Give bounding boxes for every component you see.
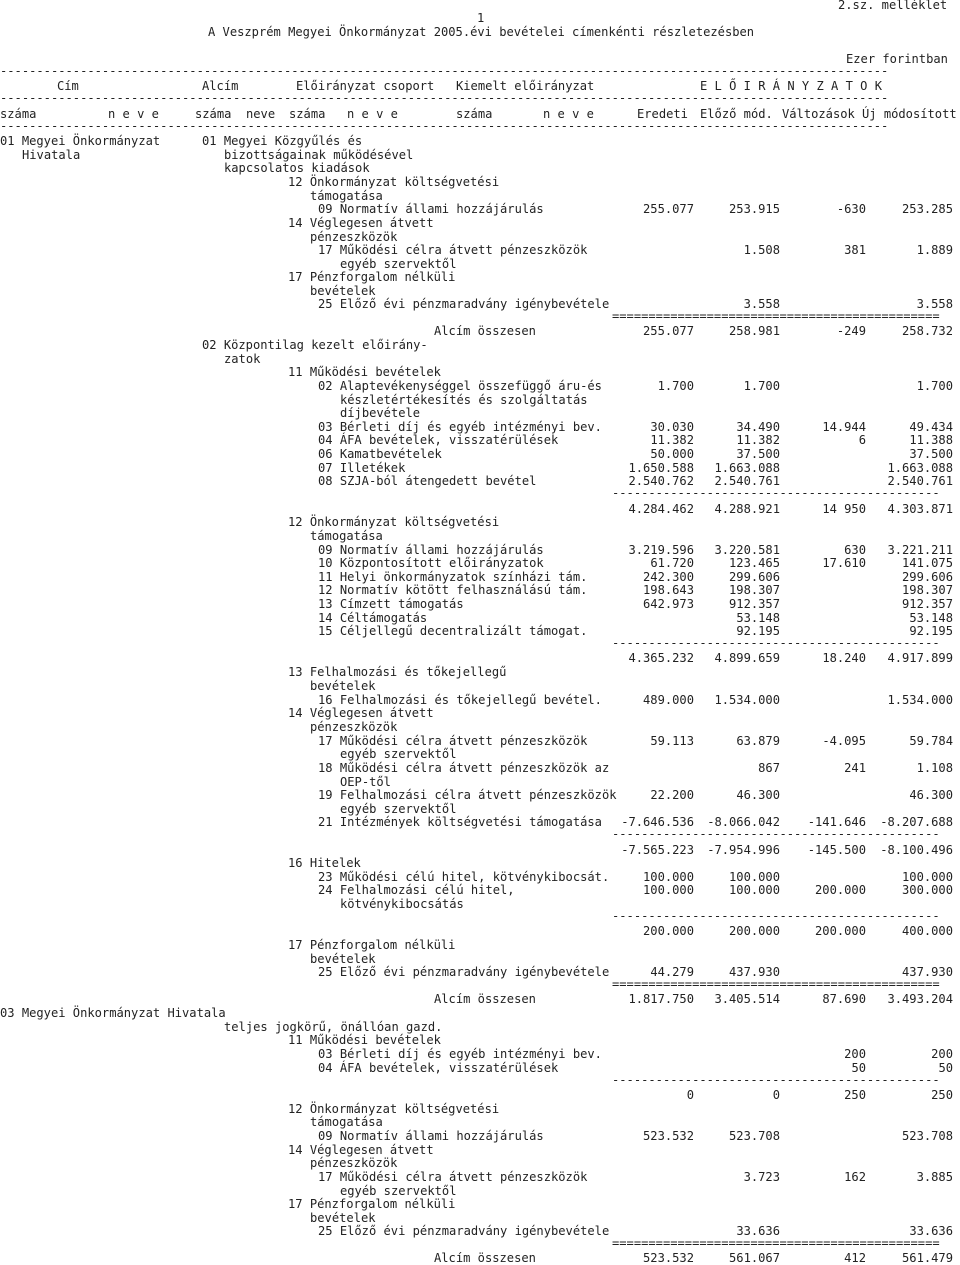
row-label xyxy=(0,134,960,148)
row-text: 03 Megyei Önkormányzat Hivatala xyxy=(0,1006,226,1020)
row-label xyxy=(0,284,960,298)
table-row xyxy=(0,611,960,625)
value-uj-modositott: 3.221.211 xyxy=(887,543,953,557)
value-elozo-mod: 11.382 xyxy=(736,433,780,447)
row-label xyxy=(0,148,960,162)
col-elozo-mod: Előző mód. xyxy=(700,107,773,121)
value-uj-modositott: 198.307 xyxy=(902,583,953,597)
value-elozo-mod: 53.148 xyxy=(736,611,780,625)
value-valtozas: -141.646 xyxy=(807,815,866,829)
value-uj-modositott: 3.558 xyxy=(916,297,953,311)
value-elozo-mod: 912.357 xyxy=(729,597,780,611)
value-uj-modositott: 299.606 xyxy=(902,570,953,584)
row-text: Alcím összesen xyxy=(434,1251,536,1265)
row-text: 13 Címzett támogatás xyxy=(318,597,464,611)
total-double-rule: ============================================= xyxy=(612,309,940,323)
row-text: 14 Véglegesen átvett xyxy=(288,216,434,230)
row-label xyxy=(0,1102,960,1116)
value-uj-modositott: 33.636 xyxy=(909,1224,953,1238)
row-label xyxy=(0,175,960,189)
row-text: 17 Pénzforgalom nélküli xyxy=(288,938,456,952)
value-eredeti: 59.113 xyxy=(650,734,694,748)
value-uj-modositott: 250 xyxy=(931,1088,953,1102)
col-eloiranyzat-csoport: Előirányzat csoport xyxy=(296,79,435,93)
value-valtozas: -145.500 xyxy=(807,843,866,857)
row-label xyxy=(0,1184,960,1198)
row-label xyxy=(0,365,960,379)
table-row xyxy=(0,570,960,584)
row-text: 23 Működési célú hitel, kötvénykibocsát. xyxy=(318,870,610,884)
value-valtozas: -630 xyxy=(836,202,866,216)
row-text: 18 Működési célra átvett pénzeszközök az xyxy=(318,761,610,775)
value-valtozas: 6 xyxy=(858,433,866,447)
top-rule: -------------------------------------------------------------------------------------------------------------------------- xyxy=(0,64,889,78)
value-eredeti: 200.000 xyxy=(643,924,694,938)
row-label xyxy=(0,952,960,966)
value-valtozas: 250 xyxy=(844,1088,866,1102)
value-eredeti: 30.030 xyxy=(650,420,694,434)
table-row xyxy=(0,870,960,884)
col-kiemelt-neve: n e v e xyxy=(543,107,594,121)
row-text: 14 Véglegesen átvett xyxy=(288,706,434,720)
row-text: 14 Véglegesen átvett xyxy=(288,1143,434,1157)
row-label xyxy=(0,1115,960,1129)
row-text: 10 Központosított előirányzatok xyxy=(318,556,544,570)
value-eredeti: 1.650.588 xyxy=(628,461,694,475)
value-elozo-mod: 3.558 xyxy=(743,297,780,311)
table-row xyxy=(0,734,960,748)
value-eredeti: 0 xyxy=(686,1088,694,1102)
value-valtozas: 14 950 xyxy=(822,502,866,516)
value-uj-modositott: 37.500 xyxy=(909,447,953,461)
unit-label: Ezer forintban xyxy=(846,52,948,66)
table-row xyxy=(0,461,960,475)
row-text: támogatása xyxy=(310,1115,383,1129)
value-valtozas: 162 xyxy=(844,1170,866,1184)
value-uj-modositott: 1.889 xyxy=(916,243,953,257)
row-label xyxy=(0,1197,960,1211)
col-cim-neve: n e v e xyxy=(108,107,159,121)
value-uj-modositott: 258.732 xyxy=(902,324,953,338)
value-elozo-mod: 299.606 xyxy=(729,570,780,584)
value-uj-modositott: 1.534.000 xyxy=(887,693,953,707)
value-valtozas: 241 xyxy=(844,761,866,775)
row-label xyxy=(0,1033,960,1047)
value-elozo-mod: 3.220.581 xyxy=(714,543,780,557)
value-uj-modositott: 3.885 xyxy=(916,1170,953,1184)
value-valtozas: -249 xyxy=(836,324,866,338)
value-uj-modositott: 1.108 xyxy=(916,761,953,775)
value-elozo-mod: 867 xyxy=(758,761,780,775)
table-row xyxy=(0,651,960,665)
value-valtozas: 200 xyxy=(844,1047,866,1061)
row-label xyxy=(0,1006,960,1020)
table-row xyxy=(0,502,960,516)
row-text: Alcím összesen xyxy=(434,324,536,338)
value-uj-modositott: 53.148 xyxy=(909,611,953,625)
value-uj-modositott: 141.075 xyxy=(902,556,953,570)
value-uj-modositott: 50 xyxy=(938,1061,953,1075)
row-text: 17 Működési célra átvett pénzeszközök xyxy=(318,1170,588,1184)
row-text: 04 ÁFA bevételek, visszatérülések xyxy=(318,1061,559,1075)
value-elozo-mod: 92.195 xyxy=(736,624,780,638)
row-label xyxy=(0,1143,960,1157)
row-text: bizottságainak működésével xyxy=(224,148,414,162)
subtotal-rule: --------------------------------------------- xyxy=(612,827,940,841)
row-label xyxy=(0,515,960,529)
row-text: pénzeszközök xyxy=(310,230,398,244)
value-elozo-mod: 33.636 xyxy=(736,1224,780,1238)
col-alcim: Alcím xyxy=(202,79,239,93)
row-text: OEP-től xyxy=(340,775,391,789)
row-text: kötvénykibocsátás xyxy=(340,897,464,911)
value-eredeti: 523.532 xyxy=(643,1251,694,1265)
row-label xyxy=(0,1156,960,1170)
value-eredeti: 255.077 xyxy=(643,324,694,338)
annex-label: 2.sz. melléklet xyxy=(838,0,948,12)
value-elozo-mod: 2.540.761 xyxy=(714,474,780,488)
row-text: támogatása xyxy=(310,189,383,203)
value-eredeti: 11.382 xyxy=(650,433,694,447)
row-text: Hivatala xyxy=(22,148,81,162)
value-elozo-mod: 1.534.000 xyxy=(714,693,780,707)
col-kiemelt-eloiranyzat: Kiemelt előirányzat xyxy=(456,79,595,93)
row-label xyxy=(0,1020,960,1034)
value-elozo-mod: 253.915 xyxy=(729,202,780,216)
value-elozo-mod: 34.490 xyxy=(736,420,780,434)
value-eredeti: 2.540.762 xyxy=(628,474,694,488)
value-eredeti: 198.643 xyxy=(643,583,694,597)
row-label xyxy=(0,406,960,420)
subtotal-rule: --------------------------------------------- xyxy=(612,909,940,923)
row-label xyxy=(0,257,960,271)
col-alcim-neve: neve xyxy=(246,107,276,121)
table-row xyxy=(0,543,960,557)
row-text: 02 Központilag kezelt előirány- xyxy=(202,338,428,352)
value-uj-modositott: -8.207.688 xyxy=(880,815,953,829)
col-csoport-neve: n e v e xyxy=(347,107,398,121)
row-text: 03 Bérleti díj és egyéb intézményi bev. xyxy=(318,1047,602,1061)
row-text: 17 Pénzforgalom nélküli xyxy=(288,1197,456,1211)
value-valtozas: 87.690 xyxy=(822,992,866,1006)
table-row xyxy=(0,202,960,216)
table-row xyxy=(0,324,960,338)
value-elozo-mod: 1.508 xyxy=(743,243,780,257)
value-valtozas: 412 xyxy=(844,1251,866,1265)
row-text: 25 Előző évi pénzmaradvány igénybevétele xyxy=(318,297,610,311)
row-label xyxy=(0,747,960,761)
row-text: egyéb szervektől xyxy=(340,802,457,816)
table-row xyxy=(0,243,960,257)
row-text: 02 Alaptevékenységgel összefüggő áru-és xyxy=(318,379,602,393)
value-uj-modositott: 300.000 xyxy=(902,883,953,897)
table-row xyxy=(0,1047,960,1061)
row-text: egyéb szervektől xyxy=(340,1184,457,1198)
row-label xyxy=(0,938,960,952)
row-text: teljes jogkörű, önállóan gazd. xyxy=(224,1020,443,1034)
value-uj-modositott: -8.100.496 xyxy=(880,843,953,857)
row-text: 01 Megyei Közgyűlés és xyxy=(202,134,363,148)
value-elozo-mod: 37.500 xyxy=(736,447,780,461)
col-csoport-szama: száma xyxy=(289,107,326,121)
header-rule-bottom: -------------------------------------------------------------------------------------------------------------------------- xyxy=(0,119,889,133)
value-eredeti: 22.200 xyxy=(650,788,694,802)
row-text: pénzeszközök xyxy=(310,720,398,734)
value-eredeti: 44.279 xyxy=(650,965,694,979)
table-row xyxy=(0,583,960,597)
value-valtozas: 200.000 xyxy=(815,883,866,897)
row-label xyxy=(0,856,960,870)
table-row xyxy=(0,1170,960,1184)
row-text: 09 Normatív állami hozzájárulás xyxy=(318,202,544,216)
value-elozo-mod: 561.067 xyxy=(729,1251,780,1265)
value-elozo-mod: 1.663.088 xyxy=(714,461,780,475)
row-label xyxy=(0,775,960,789)
page-number: 1 xyxy=(477,11,485,25)
value-eredeti: 523.532 xyxy=(643,1129,694,1143)
row-text: 13 Felhalmozási és tőkejellegű xyxy=(288,665,507,679)
value-elozo-mod: 46.300 xyxy=(736,788,780,802)
row-text: 12 Önkormányzat költségvetési xyxy=(288,1102,500,1116)
row-text: 17 Működési célra átvett pénzeszközök xyxy=(318,734,588,748)
row-text: 03 Bérleti díj és egyéb intézményi bev. xyxy=(318,420,602,434)
row-text: 14 Céltámogatás xyxy=(318,611,428,625)
value-elozo-mod: 123.465 xyxy=(729,556,780,570)
row-text: egyéb szervektől xyxy=(340,257,457,271)
value-uj-modositott: 59.784 xyxy=(909,734,953,748)
row-text: 11 Működési bevételek xyxy=(288,365,441,379)
total-double-rule: ============================================= xyxy=(612,977,940,991)
row-text: 17 Pénzforgalom nélküli xyxy=(288,270,456,284)
row-text: 12 Normatív kötött felhasználású tám. xyxy=(318,583,588,597)
row-text: támogatása xyxy=(310,529,383,543)
value-valtozas: 17.610 xyxy=(822,556,866,570)
value-valtozas: 50 xyxy=(851,1061,866,1075)
value-eredeti: -7.565.223 xyxy=(621,843,694,857)
row-text: zatok xyxy=(224,352,261,366)
value-eredeti: 4.365.232 xyxy=(628,651,694,665)
value-elozo-mod: 4.288.921 xyxy=(714,502,780,516)
value-uj-modositott: 912.357 xyxy=(902,597,953,611)
value-uj-modositott: 100.000 xyxy=(902,870,953,884)
row-text: egyéb szervektől xyxy=(340,747,457,761)
table-row xyxy=(0,379,960,393)
table-row xyxy=(0,420,960,434)
value-valtozas: 200.000 xyxy=(815,924,866,938)
row-text: 12 Önkormányzat költségvetési xyxy=(288,515,500,529)
value-valtozas: -4.095 xyxy=(822,734,866,748)
value-elozo-mod: 3.405.514 xyxy=(714,992,780,1006)
value-uj-modositott: 4.917.899 xyxy=(887,651,953,665)
value-uj-modositott: 400.000 xyxy=(902,924,953,938)
row-label xyxy=(0,270,960,284)
value-eredeti: 50.000 xyxy=(650,447,694,461)
row-text: díjbevétele xyxy=(340,406,421,420)
row-text: bevételek xyxy=(310,1211,376,1225)
col-kiemelt-szama: száma xyxy=(456,107,493,121)
value-eredeti: 3.219.596 xyxy=(628,543,694,557)
value-elozo-mod: -7.954.996 xyxy=(707,843,780,857)
row-text: 11 Működési bevételek xyxy=(288,1033,441,1047)
row-label xyxy=(0,802,960,816)
col-eredeti: Eredeti xyxy=(637,107,688,121)
value-elozo-mod: 437.930 xyxy=(729,965,780,979)
value-eredeti: 4.284.462 xyxy=(628,502,694,516)
value-elozo-mod: 258.981 xyxy=(729,324,780,338)
value-uj-modositott: 49.434 xyxy=(909,420,953,434)
value-uj-modositott: 200 xyxy=(931,1047,953,1061)
table-row xyxy=(0,693,960,707)
row-text: bevételek xyxy=(310,679,376,693)
row-text: 01 Megyei Önkormányzat xyxy=(0,134,161,148)
value-uj-modositott: 3.493.204 xyxy=(887,992,953,1006)
table-row xyxy=(0,843,960,857)
row-text: 15 Céljellegű decentralizált támogat. xyxy=(318,624,588,638)
value-elozo-mod: 0 xyxy=(772,1088,780,1102)
subtotal-rule: --------------------------------------------- xyxy=(612,1073,940,1087)
col-uj-modositott: Új módosított xyxy=(862,107,957,121)
table-row xyxy=(0,761,960,775)
row-text: 16 Hitelek xyxy=(288,856,361,870)
value-uj-modositott: 1.700 xyxy=(916,379,953,393)
value-valtozas: 14.944 xyxy=(822,420,866,434)
value-elozo-mod: 523.708 xyxy=(729,1129,780,1143)
col-eloiranyzatok: E L Ő I R Á N Y Z A T O K xyxy=(700,79,883,93)
value-eredeti: 642.973 xyxy=(643,597,694,611)
table-row xyxy=(0,992,960,1006)
value-eredeti: 255.077 xyxy=(643,202,694,216)
row-text: Alcím összesen xyxy=(434,992,536,1006)
value-uj-modositott: 46.300 xyxy=(909,788,953,802)
table-row xyxy=(0,1251,960,1265)
value-uj-modositott: 523.708 xyxy=(902,1129,953,1143)
row-text: pénzeszközök xyxy=(310,1156,398,1170)
table-row xyxy=(0,597,960,611)
col-cim-szama: száma xyxy=(0,107,37,121)
value-elozo-mod: 200.000 xyxy=(729,924,780,938)
row-label xyxy=(0,706,960,720)
row-label xyxy=(0,720,960,734)
row-label xyxy=(0,230,960,244)
col-valtozasok: Változások xyxy=(782,107,855,121)
row-label xyxy=(0,338,960,352)
value-eredeti: 61.720 xyxy=(650,556,694,570)
row-text: 09 Normatív állami hozzájárulás xyxy=(318,543,544,557)
value-eredeti: 1.817.750 xyxy=(628,992,694,1006)
document-title: A Veszprém Megyei Önkormányzat 2005.évi bevételei címenkénti részletezésben xyxy=(208,25,755,39)
table-row xyxy=(0,433,960,447)
value-valtozas: 630 xyxy=(844,543,866,557)
row-label xyxy=(0,189,960,203)
table-row xyxy=(0,924,960,938)
value-uj-modositott: 92.195 xyxy=(909,624,953,638)
value-elozo-mod: 63.879 xyxy=(736,734,780,748)
table-row xyxy=(0,1129,960,1143)
value-elozo-mod: 3.723 xyxy=(743,1170,780,1184)
row-label xyxy=(0,393,960,407)
row-text: kapcsolatos kiadások xyxy=(224,161,370,175)
header-rule-mid: -------------------------------------------------------------------------------------------------------------------------- xyxy=(0,91,889,105)
value-elozo-mod: 100.000 xyxy=(729,883,780,897)
table-row xyxy=(0,556,960,570)
value-uj-modositott: 561.479 xyxy=(902,1251,953,1265)
row-text: 09 Normatív állami hozzájárulás xyxy=(318,1129,544,1143)
value-eredeti: 242.300 xyxy=(643,570,694,584)
value-elozo-mod: -8.066.042 xyxy=(707,815,780,829)
table-row xyxy=(0,883,960,897)
value-elozo-mod: 100.000 xyxy=(729,870,780,884)
total-double-rule: ============================================= xyxy=(612,1236,940,1250)
row-text: 25 Előző évi pénzmaradvány igénybevétele xyxy=(318,965,610,979)
row-label xyxy=(0,529,960,543)
row-text: 12 Önkormányzat költségvetési xyxy=(288,175,500,189)
value-elozo-mod: 198.307 xyxy=(729,583,780,597)
value-uj-modositott: 4.303.871 xyxy=(887,502,953,516)
col-alcim-szama: száma xyxy=(195,107,232,121)
value-eredeti: 100.000 xyxy=(643,870,694,884)
value-eredeti: 100.000 xyxy=(643,883,694,897)
table-row xyxy=(0,788,960,802)
value-uj-modositott: 437.930 xyxy=(902,965,953,979)
row-label xyxy=(0,352,960,366)
row-text: 17 Működési célra átvett pénzeszközök xyxy=(318,243,588,257)
row-text: bevételek xyxy=(310,284,376,298)
value-eredeti: 1.700 xyxy=(657,379,694,393)
row-text: 08 SZJA-ból átengedett bevétel xyxy=(318,474,537,488)
row-label xyxy=(0,216,960,230)
value-uj-modositott: 2.540.761 xyxy=(887,474,953,488)
value-uj-modositott: 253.285 xyxy=(902,202,953,216)
subtotal-rule: --------------------------------------------- xyxy=(612,486,940,500)
row-text: bevételek xyxy=(310,952,376,966)
value-elozo-mod: 4.899.659 xyxy=(714,651,780,665)
col-cim: Cím xyxy=(57,79,79,93)
row-text: 07 Illetékek xyxy=(318,461,406,475)
row-text: 04 ÁFA bevételek, visszatérülések xyxy=(318,433,559,447)
value-uj-modositott: 11.388 xyxy=(909,433,953,447)
row-label xyxy=(0,679,960,693)
row-text: 25 Előző évi pénzmaradvány igénybevétele xyxy=(318,1224,610,1238)
value-valtozas: 18.240 xyxy=(822,651,866,665)
row-text: 06 Kamatbevételek xyxy=(318,447,442,461)
value-eredeti: 489.000 xyxy=(643,693,694,707)
subtotal-rule: --------------------------------------------- xyxy=(612,636,940,650)
table-row xyxy=(0,447,960,461)
table-row xyxy=(0,1088,960,1102)
row-text: 19 Felhalmozási célra átvett pénzeszközök xyxy=(318,788,617,802)
row-text: 24 Felhalmozási célú hitel, xyxy=(318,883,515,897)
value-elozo-mod: 1.700 xyxy=(743,379,780,393)
row-text: készletértékesítés és szolgáltatás xyxy=(340,393,588,407)
value-valtozas: 381 xyxy=(844,243,866,257)
row-text: 21 Intézmények költségvetési támogatása xyxy=(318,815,602,829)
value-eredeti: -7.646.536 xyxy=(621,815,694,829)
row-text: 11 Helyi önkormányzatok színházi tám. xyxy=(318,570,588,584)
value-uj-modositott: 1.663.088 xyxy=(887,461,953,475)
row-text: 16 Felhalmozási és tőkejellegű bevétel. xyxy=(318,693,602,707)
row-label xyxy=(0,1211,960,1225)
row-label xyxy=(0,665,960,679)
row-label xyxy=(0,161,960,175)
